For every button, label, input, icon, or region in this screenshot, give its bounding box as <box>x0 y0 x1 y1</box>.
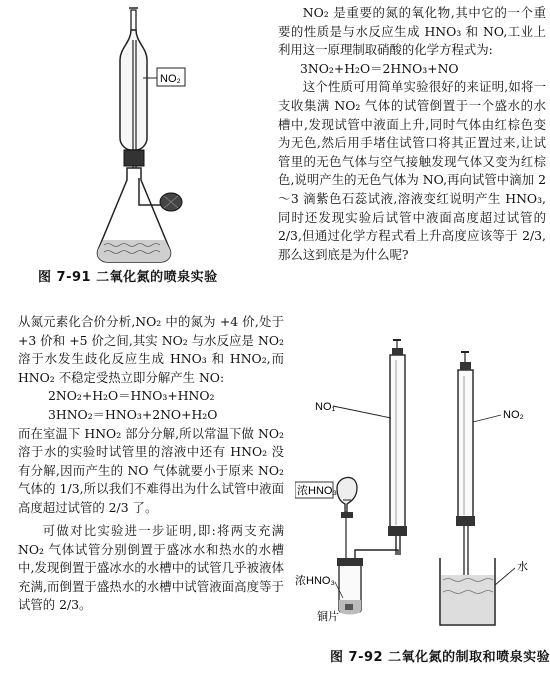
paragraph-no2-intro: NO₂ 是重要的氮的氧化物,其中它的一个重要的性质是与水反应生成 HNO₃ 和 NO,工业上利用这一原理制取硝酸的化学方程式为: <box>278 5 546 58</box>
paragraph-valence: 从氮元素化合价分析,NO₂ 中的氮为 +4 价,处于 +3 价和 +5 价之间,其实 NO₂ 与水反应是 NO₂ 溶于水发生歧化反应生成 HNO₃ 和 HNO₂,而 HNO₂ 不稳定受热立即分解产生 NO: <box>18 314 284 385</box>
paragraph-experiment: 这个性质可用简单实验很好的来证明,如将一支收集满 NO₂ 气体的试管倒置于一个盛水的水槽中,发现试管中液面上升,同时气体由红棕色变为无色,然后用手堵住试管口将其正置过来,让试管里的无色气体与空气接触发现气体又变为红棕色,说明产生的无色气体为 NO,再向试管中滴加 2～3 滴紫色石蕊试液,溶液变红说明产生 HNO₃,同时还发现实验后试管中液面高度超过试管的 2/3,但通过化学方程式看上升高度应该等于 2/3,那么这到底是为什么呢? <box>278 79 546 262</box>
figure-7-91 <box>0 0 268 285</box>
text-block-no2-properties <box>278 4 546 264</box>
no2-label: NO₂ <box>160 73 181 85</box>
no1-label: NO₁ <box>315 401 336 413</box>
conc-hno3-label: 浓HNO₃ <box>297 485 337 497</box>
text-block-comparison <box>18 522 284 615</box>
figure-7-92 <box>295 300 550 670</box>
preparation-apparatus-drawing <box>295 300 550 670</box>
text-block-valence-analysis <box>18 313 284 518</box>
fountain-apparatus-drawing <box>0 0 268 285</box>
equation-3hno2: 3HNO₂＝HNO₃+2NO+H₂O <box>48 406 218 422</box>
water-label: 水 <box>517 561 528 573</box>
paragraph-comparison: 可做对比实验进一步证明,即:将两支充满 NO₂ 气体试管分别倒置于盛冰水和热水的水槽中,发现倒置于盛冰水的水槽中的试管几乎被液体充满,而倒置于盛热水的水槽中试管液面高度等于试管的 2/3。 <box>18 523 284 613</box>
equation-2no2-h2o: 2NO₂+H₂O＝HNO₃+HNO₂ <box>48 388 215 404</box>
figure-7-92-caption: 图 7-92 二氧化氮的制取和喷泉实验 <box>330 650 550 665</box>
no2-right-label: NO₂ <box>503 409 524 421</box>
dilute-hno3-label: 浓HNO₃ <box>295 575 335 587</box>
figure-7-91-caption: 图 7-91 二氧化氮的喷泉实验 <box>38 270 218 285</box>
equation-3no2-h2o: 3NO₂+H₂O＝2HNO₃+NO <box>300 60 459 76</box>
copper-label: 铜片 <box>317 611 339 623</box>
paragraph-explanation: 而在室温下 HNO₂ 部分分解,所以常温下做 NO₂ 溶于水的实验时试管里的溶液中还有 HNO₂ 没有分解,因而产生的 NO 气体就要小于原来 NO₂ 气体的 1/3,所以我们不难得出为什么试管中液面高度超过试管的 2/3 了。 <box>18 425 284 515</box>
